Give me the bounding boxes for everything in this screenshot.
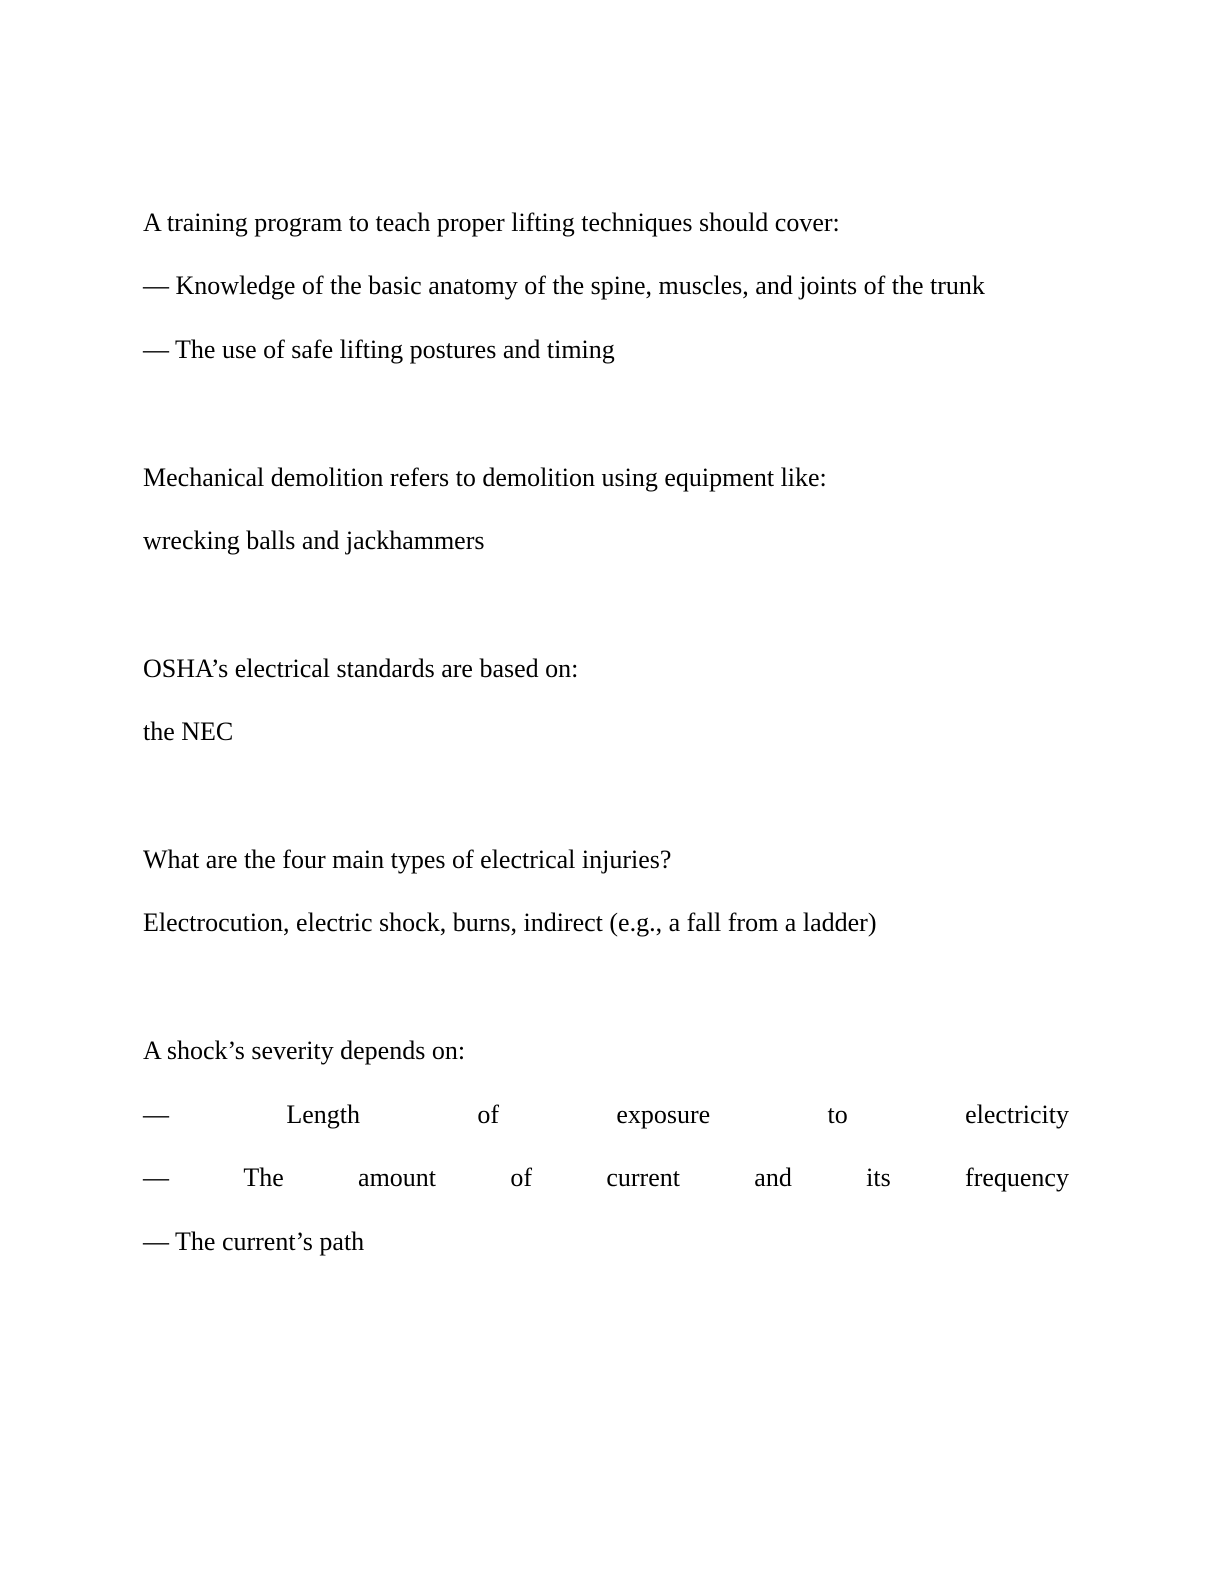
shock-item-exposure (143, 1099, 1069, 1131)
osha-standards-question: OSHA’s electrical standards are based on: (143, 654, 579, 683)
word: — (143, 1163, 169, 1192)
electrical-injuries-question: What are the four main types of electrical injuries? (143, 845, 672, 874)
shock-item-current (143, 1162, 1069, 1194)
lifting-item-postures: — The use of safe lifting postures and timing (143, 335, 615, 364)
lifting-training-heading: A training program to teach proper lifting techniques should cover: (143, 208, 840, 237)
shock-item-path: — The current’s path (143, 1227, 365, 1256)
word: current (606, 1163, 680, 1192)
word: and (754, 1163, 792, 1192)
word: to (827, 1100, 848, 1129)
word: frequency (965, 1163, 1069, 1192)
lifting-item-anatomy: — Knowledge of the basic anatomy of the spine, muscles, and joints of the trunk (143, 271, 985, 300)
demolition-question: Mechanical demolition refers to demolition using equipment like: (143, 463, 827, 492)
electrical-injuries-answer: Electrocution, electric shock, burns, indirect (e.g., a fall from a ladder) (143, 908, 877, 937)
word: its (866, 1163, 891, 1192)
word: The (243, 1163, 284, 1192)
word: amount (358, 1163, 437, 1192)
shock-severity-heading: A shock’s severity depends on: (143, 1036, 466, 1065)
demolition-answer: wrecking balls and jackhammers (143, 526, 485, 555)
word: of (510, 1163, 533, 1192)
word: exposure (616, 1100, 711, 1129)
word: of (477, 1100, 499, 1129)
word: electricity (965, 1100, 1069, 1129)
osha-standards-answer: the NEC (143, 717, 234, 746)
word: Length (286, 1100, 360, 1129)
word: — (143, 1100, 169, 1129)
